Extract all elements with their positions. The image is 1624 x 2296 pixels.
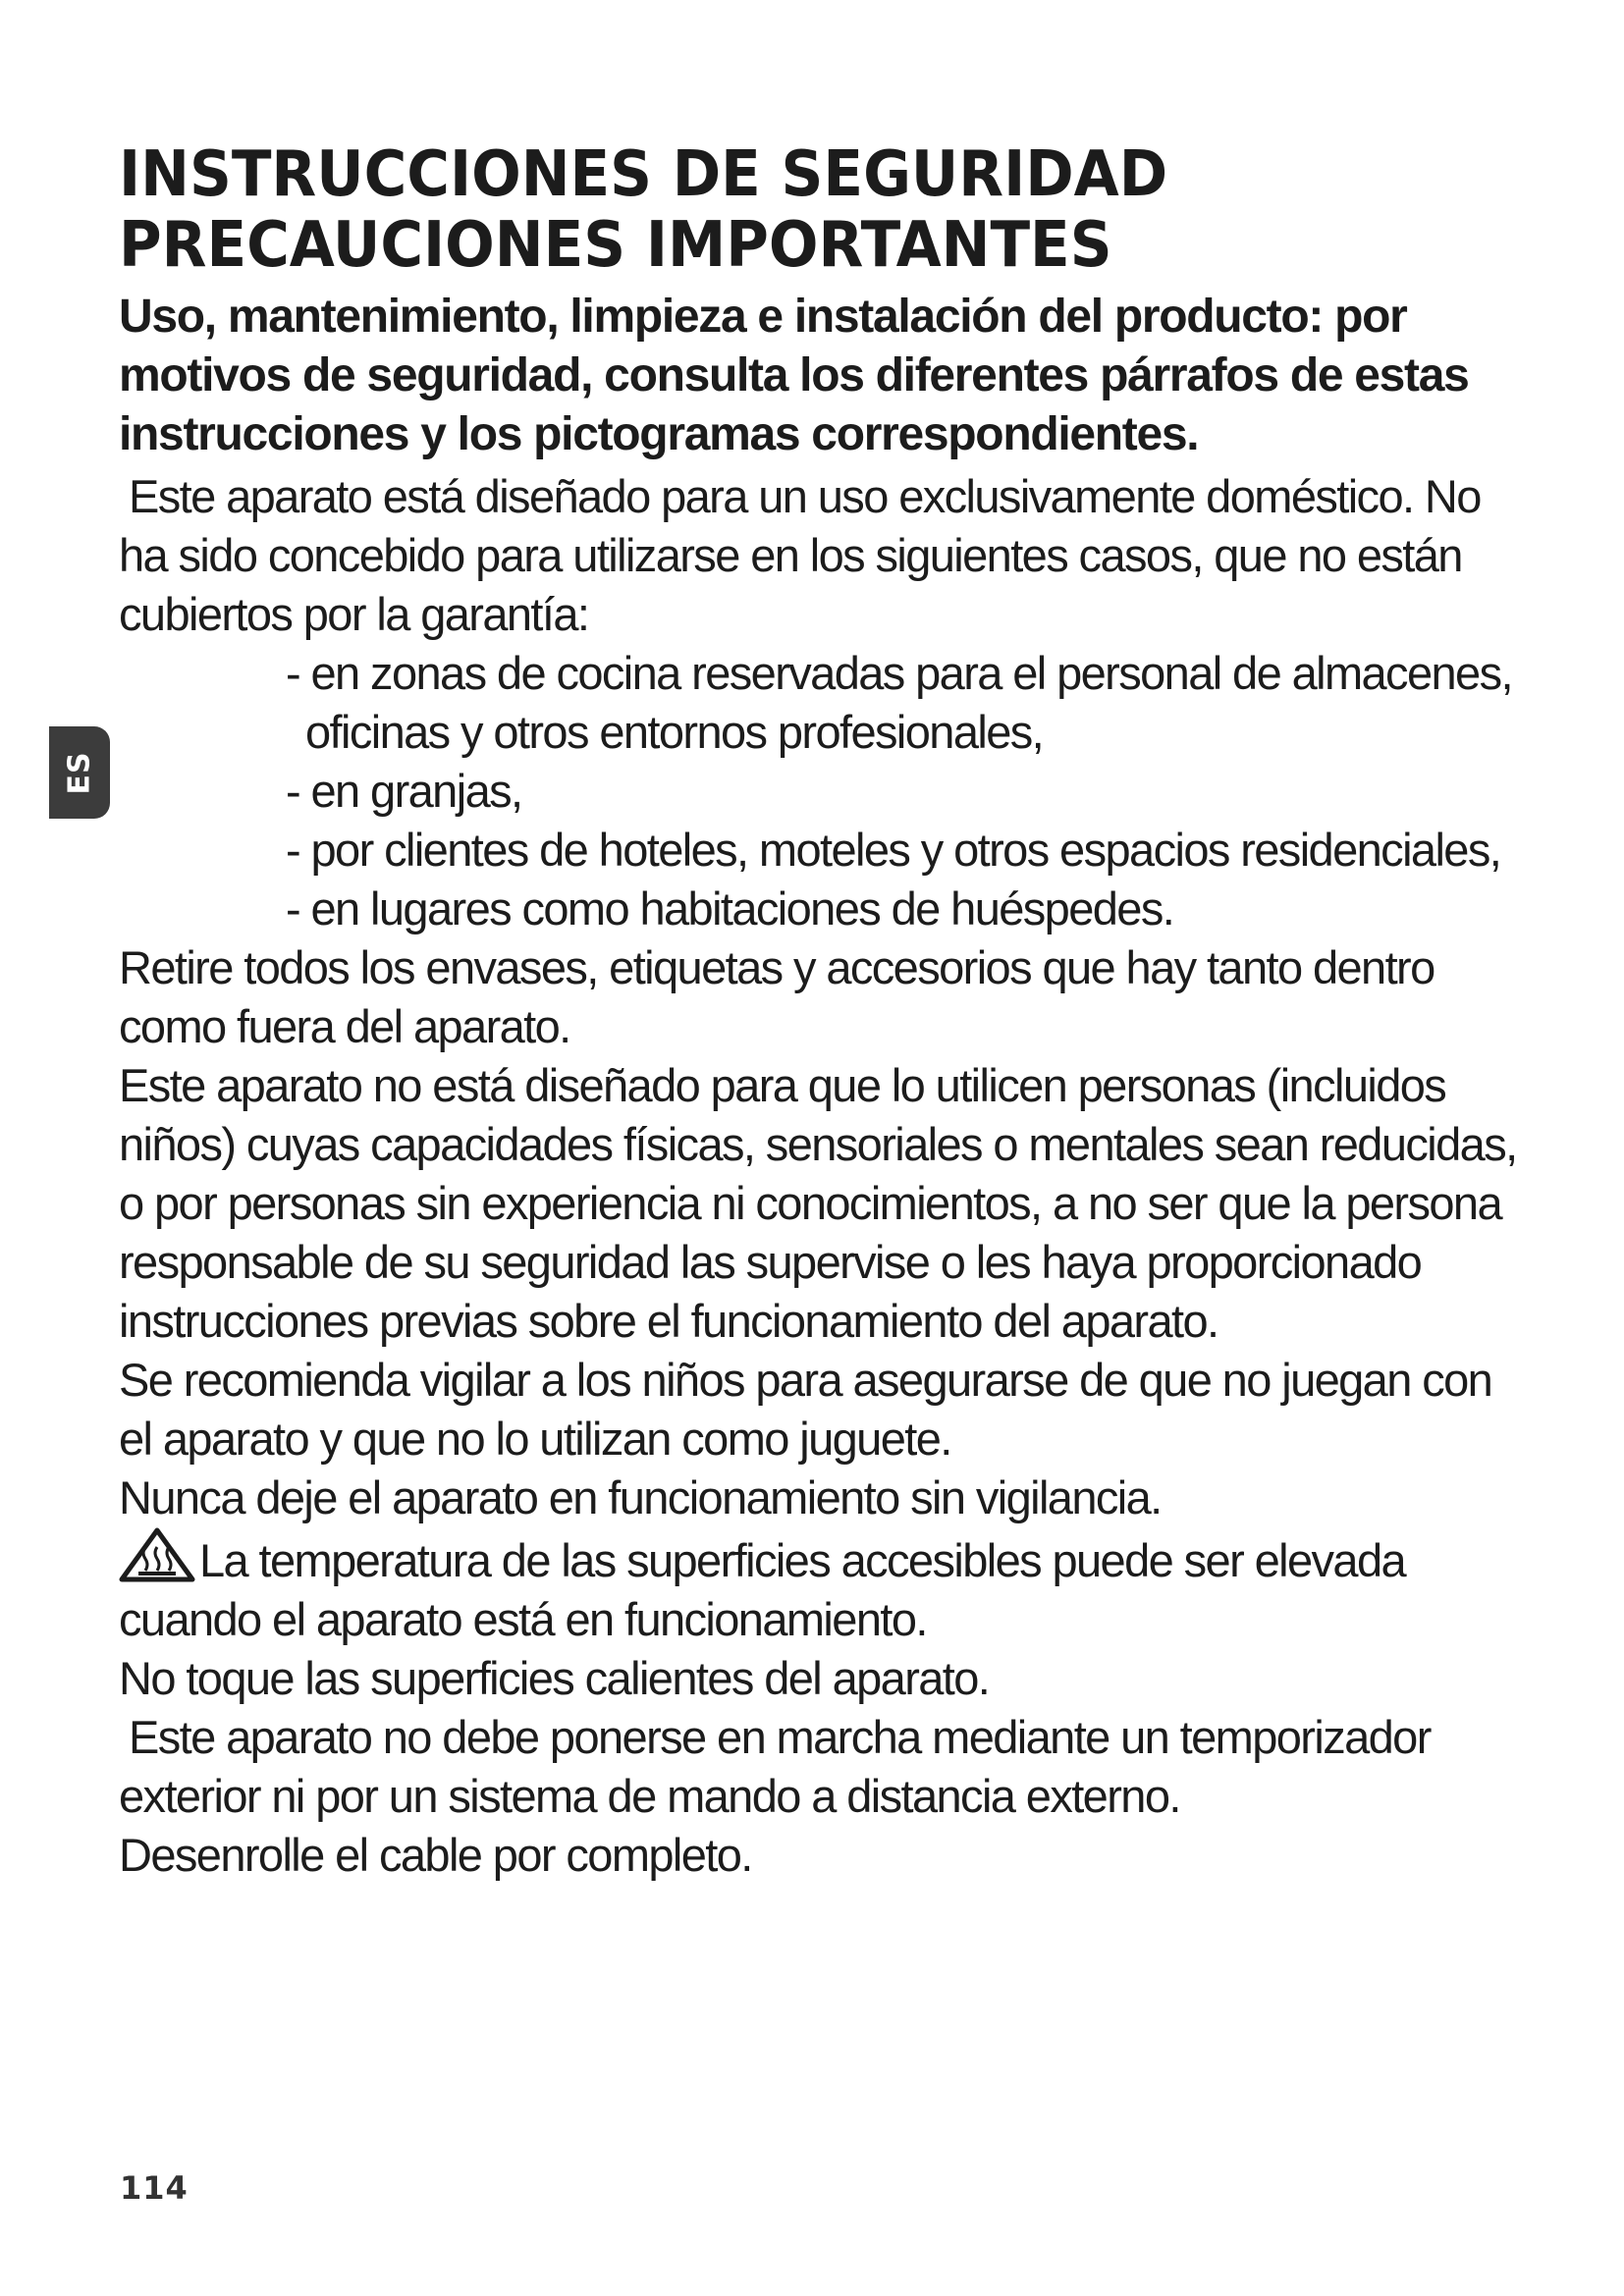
hot-surface-warning-icon xyxy=(119,1527,195,1582)
children-paragraph: Se recomienda vigilar a los niños para asegurarse de que no juegan con el aparato y que no lo utilizan como juguete. xyxy=(119,1354,1492,1465)
language-tab xyxy=(49,726,110,819)
remove-packaging-paragraph: Retire todos los envases, etiquetas y accesorios que hay tanto dentro como fuera del aparato. xyxy=(119,941,1435,1052)
title-line-1: INSTRUCCIONES DE SEGURIDAD xyxy=(119,138,1168,211)
do-not-touch-paragraph: No toque las superficies calientes del aparato. xyxy=(119,1652,990,1704)
usage-paragraph: Este aparato está diseñado para un uso exclusivamente doméstico. No ha sido concebido para utilizarse en los siguientes casos, que no están cubiertos por la garantía: xyxy=(119,470,1481,640)
page-title xyxy=(119,139,1533,281)
list-item: - en granjas, xyxy=(223,762,1533,821)
list-item: - en zonas de cocina reservadas para el personal de almacenes, oficinas y otros entornos profesionales, xyxy=(223,644,1533,762)
intro-bold-paragraph: Uso, mantenimiento, limpieza e instalación del producto: por motivos de seguridad, consulta los diferentes párrafos de estas instrucciones y los pictogramas correspondientes. xyxy=(119,291,1469,460)
list-item: - por clientes de hoteles, moteles y otros espacios residenciales, xyxy=(223,821,1533,880)
timer-paragraph: Este aparato no debe ponerse en marcha mediante un temporizador exterior ni por un sistema de mando a distancia externo. xyxy=(119,1711,1431,1822)
title-line-2: PRECAUCIONES IMPORTANTES xyxy=(119,209,1112,282)
hot-surfaces-paragraph xyxy=(119,1527,1533,1649)
hot-surfaces-text: La temperatura de las superficies accesibles puede ser elevada cuando el aparato está en funcionamiento. xyxy=(119,1534,1406,1645)
body-text xyxy=(119,467,1533,1885)
page-number: 114 xyxy=(120,2169,189,2207)
exclusions-list xyxy=(119,644,1533,938)
supervision-paragraph: Nunca deje el aparato en funcionamiento sin vigilancia. xyxy=(119,1471,1162,1523)
list-item: - en lugares como habitaciones de huéspedes. xyxy=(223,880,1533,938)
language-tab-label: ES xyxy=(62,750,97,795)
cable-paragraph: Desenrolle el cable por completo. xyxy=(119,1829,752,1881)
reduced-capacity-paragraph: Este aparato no está diseñado para que lo utilicen personas (incluidos niños) cuyas capacidades físicas, sensoriales o mentales sean reducidas, o por personas sin experiencia ni conocimientos, a no ser que la persona responsable de su seguridad las supervise o les haya proporcionado instrucciones previas sobre el funcionamiento del aparato. xyxy=(119,1059,1517,1347)
